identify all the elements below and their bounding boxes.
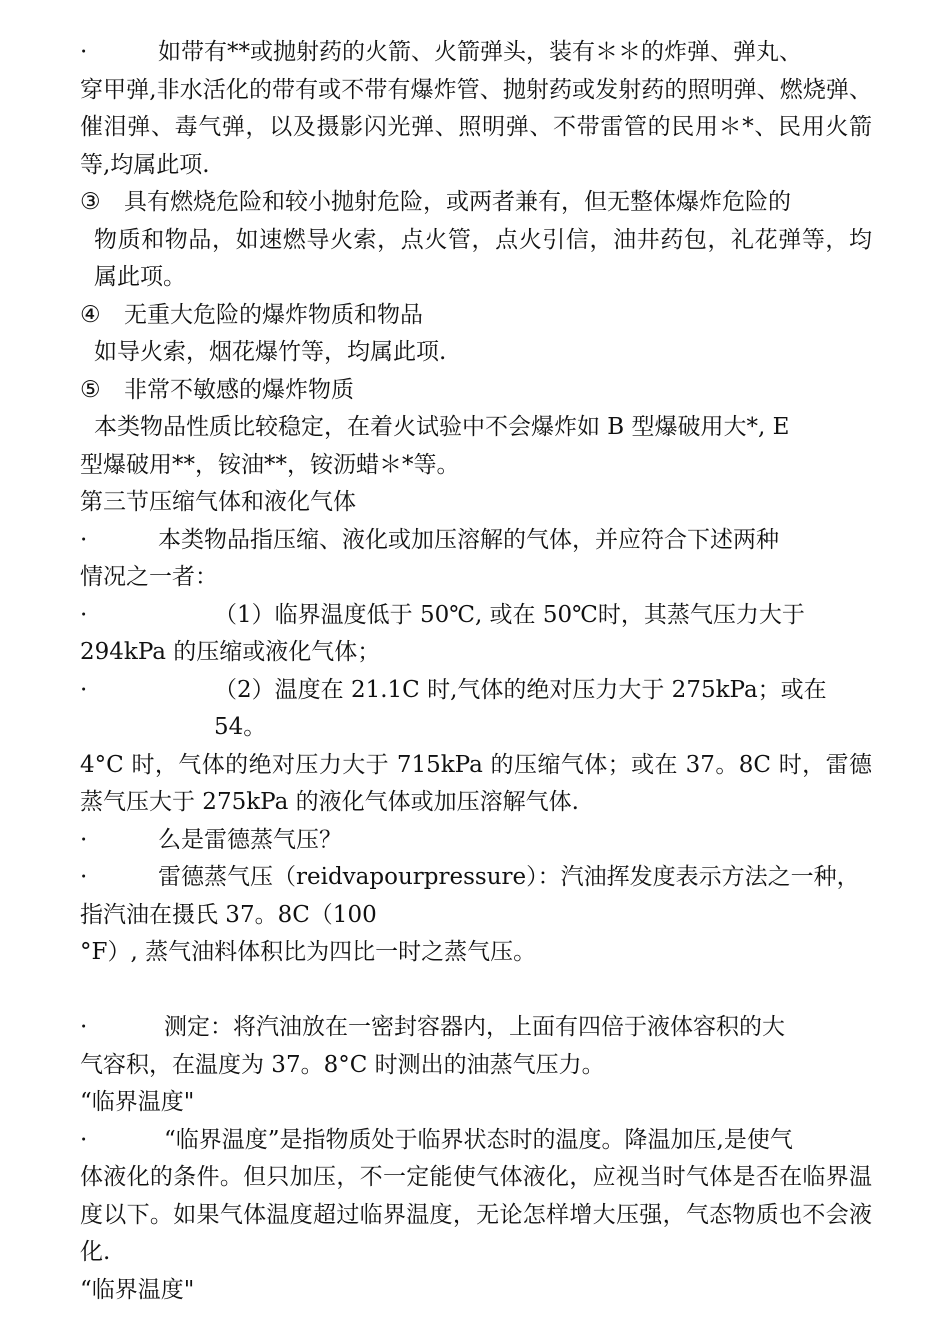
paragraph-line: 本类物品指压缩、液化或加压溶解的气体，并应符合下述两种 [158, 526, 779, 553]
paragraph-rockets [80, 34, 872, 72]
bullet-marker: · [80, 601, 88, 628]
list-number: ⑤ [80, 376, 101, 403]
paragraph-line: “临界温度”是指物质处于临界状态时的温度。降温加压,是使气 [164, 1126, 793, 1153]
paragraph-question [80, 822, 872, 860]
paragraph-stable-items: 本类物品性质比较稳定，在着火试验中不会爆炸如 B 型爆破用大*, E [94, 414, 790, 440]
paragraph-measurement [80, 1009, 872, 1047]
paragraph-continuation: 4°C 时，气体的绝对压力大于 715kPa 的压缩气体；或在 37。8C 时，雷德蒸气压大于 275kPa 的液化气体或加压溶解气体. [80, 751, 872, 815]
document-page [80, 34, 872, 1309]
paragraph-line: （1）临界温度低于 50℃, 或在 50℃时，其蒸气压力大于 [214, 601, 805, 628]
list-item-text: 具有燃烧危险和较小抛射危险，或两者兼有，但无整体爆炸危险的 [124, 189, 791, 215]
section-heading: 第三节压缩气体和液化气体 [80, 489, 356, 515]
paragraph-continuation: 294kPa 的压缩或液化气体； [80, 639, 381, 665]
subheading: “临界温度" [80, 1089, 195, 1115]
paragraph-reid-definition [80, 859, 872, 897]
paragraph-gas-definition [80, 522, 872, 560]
paragraph-continuation: 型爆破用**，铵油**，铵沥蜡＊*等。 [80, 451, 460, 478]
paragraph-continuation: 指汽油在摄氏 37。8C（100 [80, 901, 377, 928]
paragraph-condition-1 [80, 597, 872, 635]
paragraph-line: （2）温度在 21.1C 时,气体的绝对压力大于 275kPa；或在 54。 [214, 676, 827, 740]
list-item-continuation: 物质和物品，如速燃导火索，点火管，点火引信，油井药包，礼花弹等，均属此项。 [94, 226, 872, 290]
blank-line [80, 972, 872, 1010]
list-item-text: 非常不敏感的爆炸物质 [124, 376, 354, 403]
list-number: ③ [80, 189, 101, 215]
bullet-marker: · [80, 864, 88, 890]
list-number: ④ [80, 301, 101, 328]
paragraph-line: 么是雷德蒸气压？ [158, 826, 342, 853]
bullet-marker: · [80, 526, 88, 553]
paragraph-critical-temperature [80, 1122, 872, 1160]
paragraph-continuation: 情况之一者： [80, 564, 218, 590]
paragraph-condition-2 [80, 672, 872, 747]
list-item-text: 无重大危险的爆炸物质和物品 [124, 301, 423, 328]
paragraph-continuation: °F）, 蒸气油料体积比为四比一时之蒸气压。 [80, 939, 537, 965]
paragraph-line: 如带有**或抛射药的火箭、火箭弹头，装有＊＊的炸弹、弹丸、 [158, 39, 802, 65]
paragraph-continuation: 穿甲弹,非水活化的带有或不带有爆炸管、抛射药或发射药的照明弹、燃烧弹、催泪弹、毒气弹，以及摄影闪光弹、照明弹、不带雷管的民用＊*、民用火箭等,均属此项. [80, 76, 872, 178]
bullet-marker: · [80, 1014, 88, 1040]
subheading: “临界温度" [80, 1276, 195, 1303]
bullet-marker: · [80, 1126, 88, 1153]
bullet-marker: · [80, 39, 88, 65]
list-item-5 [80, 372, 872, 410]
list-item-3 [80, 184, 872, 222]
paragraph-line: 雷德蒸气压（reidvapourpressure）：汽油挥发度表示方法之一种， [158, 864, 860, 890]
list-item-4 [80, 297, 872, 335]
bullet-marker: · [80, 826, 88, 853]
paragraph-fuse-example: 如导火索，烟花爆竹等，均属此项. [94, 339, 447, 365]
paragraph-continuation: 体液化的条件。但只加压，不一定能使气体液化，应视当时气体是否在临界温度以下。如果气体温度超过临界温度，无论怎样增大压强，气态物质也不会液化. [80, 1164, 872, 1265]
bullet-marker: · [80, 676, 88, 703]
paragraph-line: 测定：将汽油放在一密封容器内，上面有四倍于液体容积的大 [164, 1014, 785, 1040]
paragraph-continuation: 气容积，在温度为 37。8°C 时测出的油蒸气压力。 [80, 1051, 605, 1078]
